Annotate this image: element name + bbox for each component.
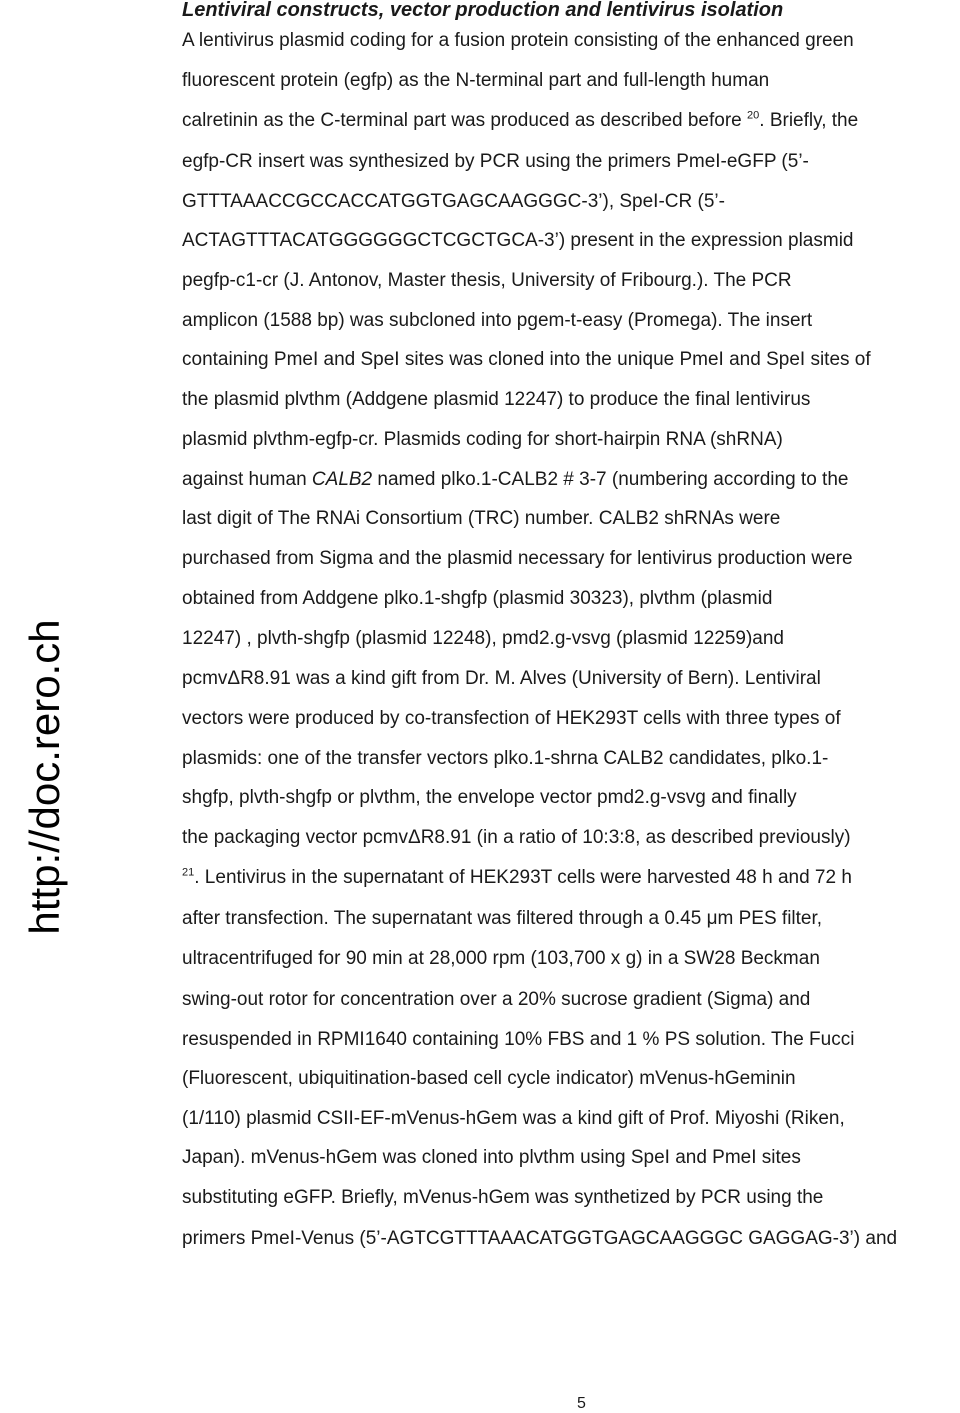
body-line: pegfp-c1-cr (J. Antonov, Master thesis, University of Fribourg.). The PCR (182, 270, 792, 291)
body-line: ultracentrifuged for 90 min at 28,000 rpm (103,700 x g) in a SW28 Beckman (182, 948, 820, 969)
section-heading: Lentiviral constructs, vector production and lentivirus isolation (182, 0, 784, 21)
body-line: $^{21}$. Lentivirus in the supernatant of HEK293T cells were harvested 48 h and 72 h (182, 866, 852, 888)
body-line: against human CALB2 named plko.1-CALB2 # 3-7 (numbering according to the (182, 469, 849, 490)
body-line: purchased from Sigma and the plasmid necessary for lentivirus production were (182, 548, 853, 569)
body-line: pcmvΔR8.91 was a kind gift from Dr. M. Alves (University of Bern). Lentiviral (182, 668, 821, 689)
body-line: calretinin as the C-terminal part was produced as described before $^{20}$. Briefly, the (182, 109, 859, 131)
body-line: A lentivirus plasmid coding for a fusion protein consisting of the enhanced green (182, 30, 854, 51)
body-line: containing PmeI and SpeI sites was cloned into the unique PmeI and SpeI sites of (182, 349, 871, 370)
body-line: swing-out rotor for concentration over a 20% sucrose gradient (Sigma) and (182, 989, 811, 1010)
body-line: after transfection. The supernatant was filtered through a 0.45 μm PES filter, (182, 908, 823, 929)
body-line: egfp-CR insert was synthesized by PCR using the primers PmeI-eGFP (5’- (182, 151, 809, 172)
body-line: (Fluorescent, ubiquitination-based cell cycle indicator) mVenus-hGeminin (182, 1068, 796, 1089)
citation-ref[interactable]: 21 (182, 866, 195, 879)
body-line: primers PmeI-Venus (5’-AGTCGTTTAAACATGGTGAGCAAGGGC GAGGAG-3’) and (182, 1228, 898, 1249)
repository-watermark: http://doc.rero.ch (21, 619, 68, 935)
body-line: vectors were produced by co-transfection of HEK293T cells with three types of (182, 708, 841, 729)
body-line: obtained from Addgene plko.1-shgfp (plasmid 30323), plvthm (plasmid (182, 588, 773, 609)
body-line: shgfp, plvth-shgfp or plvthm, the envelope vector pmd2.g-vsvg and finally (182, 787, 797, 808)
body-line: fluorescent protein (egfp) as the N-terminal part and full-length human (182, 70, 770, 91)
body-line: last digit of The RNAi Consortium (TRC) number. CALB2 shRNAs were (182, 508, 781, 529)
gene-name: CALB2 (311, 469, 373, 490)
body-line: ACTAGTTTACATGGGGGGCTCGCTGCA-3’) present in the expression plasmid (182, 230, 854, 251)
page-number: 5 (577, 1395, 586, 1412)
body-line: amplicon (1588 bp) was subcloned into pgem-t-easy (Promega). The insert (182, 310, 813, 331)
body-line: plasmids: one of the transfer vectors plko.1-shrna CALB2 candidates, plko.1- (182, 748, 829, 769)
citation-ref[interactable]: 20 (747, 109, 760, 122)
body-line: 12247) , plvth-shgfp (plasmid 12248), pmd2.g-vsvg (plasmid 12259)and (182, 628, 784, 649)
body-line: the packaging vector pcmvΔR8.91 (in a ratio of 10:3:8, as described previously) (182, 827, 851, 848)
body-line: Japan). mVenus-hGem was cloned into plvthm using SpeI and PmeI sites (182, 1147, 801, 1168)
body-line: substituting eGFP. Briefly, mVenus-hGem was synthetized by PCR using the (182, 1187, 824, 1208)
body-line: the plasmid plvthm (Addgene plasmid 12247) to produce the final lentivirus (182, 389, 811, 410)
body-line: plasmid plvthm-egfp-cr. Plasmids coding for short-hairpin RNA (shRNA) (182, 429, 783, 450)
body-line: GTTTAAACCGCCACCATGGTGAGCAAGGGC-3’), SpeI-CR (5’- (182, 191, 725, 212)
body-line: resuspended in RPMI1640 containing 10% FBS and 1 % PS solution. The Fucci (182, 1029, 855, 1050)
body-line: (1/110) plasmid CSII-EF-mVenus-hGem was a kind gift of Prof. Miyoshi (Riken, (182, 1108, 845, 1129)
